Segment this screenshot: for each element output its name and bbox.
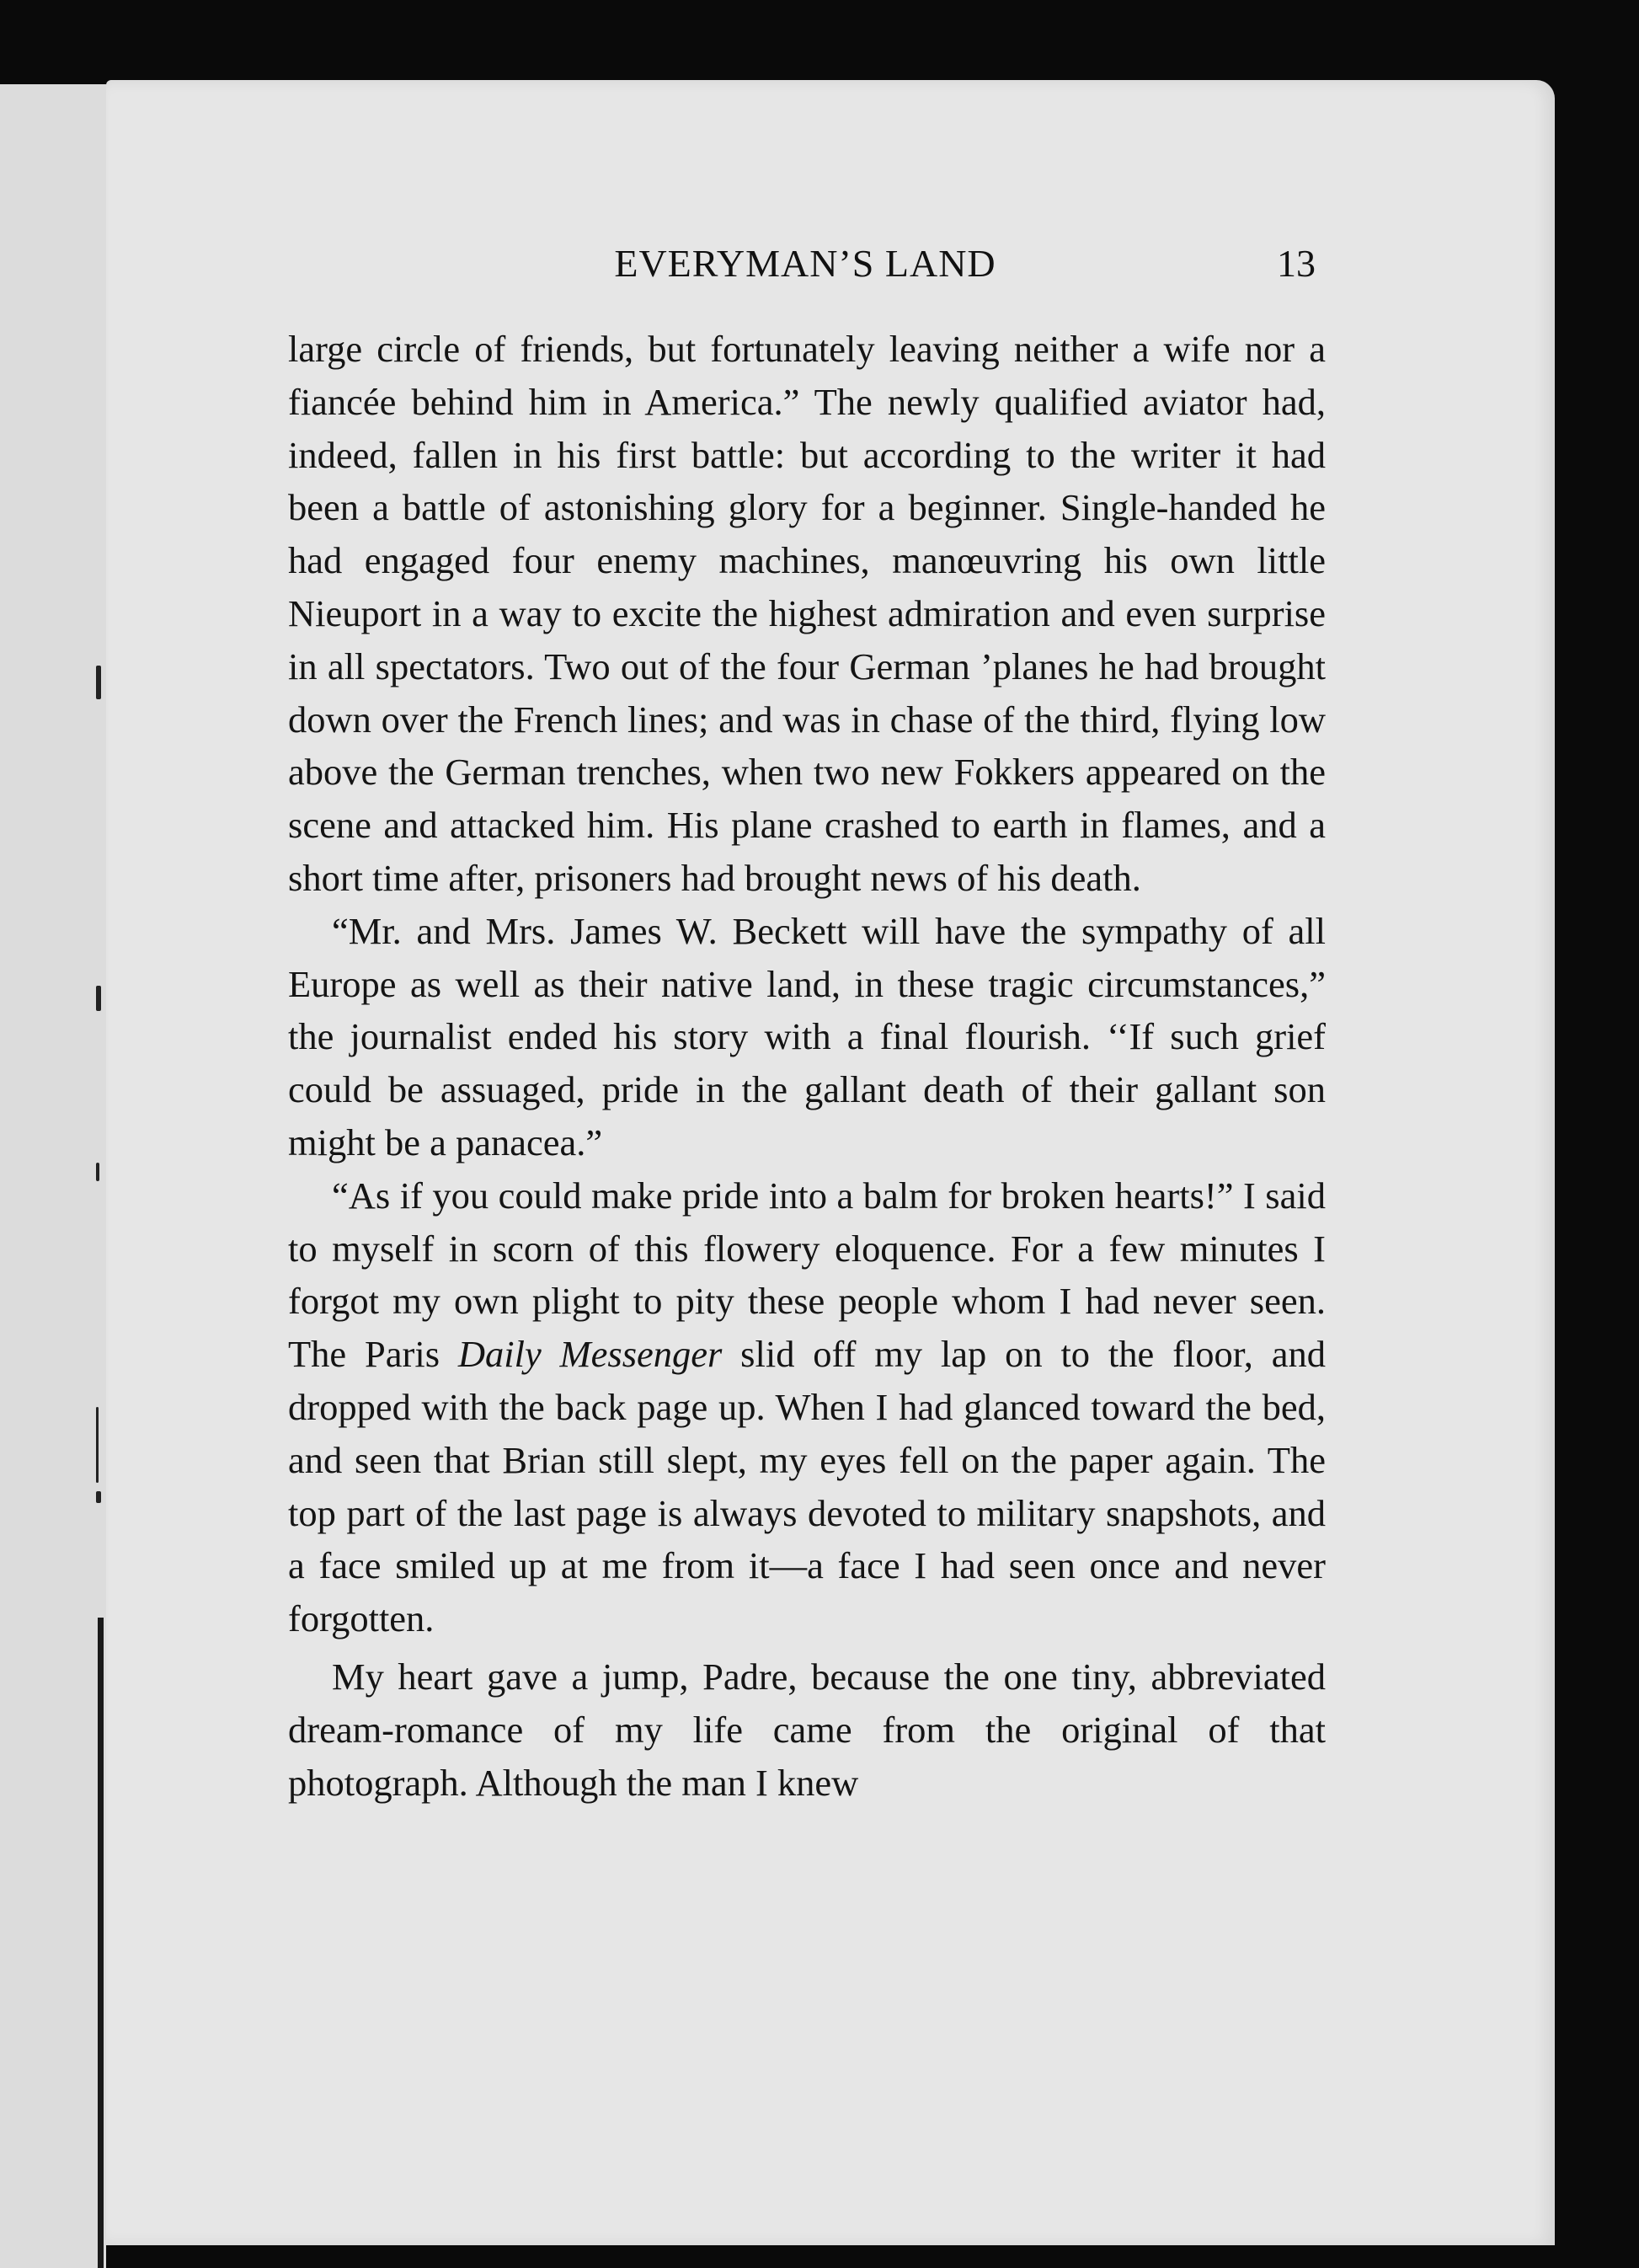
- newspaper-title: Daily Messenger: [457, 1333, 723, 1376]
- paragraph: “Mr. and Mrs. James W. Beckett will have the sympathy of all Europe as well as their native land, in these tragic circumstances,” the journalist ended his story with a final flourish. ‘‘If such grief could be assuaged, pride in the gallant death of their gallant son might be a panacea.”: [288, 909, 1326, 1163]
- margin-mark: [96, 1491, 101, 1503]
- margin-mark: [96, 986, 101, 1011]
- margin-mark: [96, 666, 101, 699]
- running-head: EVERYMAN’S LAND: [614, 242, 996, 285]
- body-text: [288, 323, 1326, 1809]
- paragraph: My heart gave a jump, Padre, because the one tiny, abbreviated dream-romance of my life came from the original of that photograph. Although the man I knew: [288, 1655, 1326, 1804]
- paragraph-text: slid off my lap on to the floor, and dropped with the back page up. When I had glanced toward the bed, and seen that Brian still slept, my eyes fell on the paper again. The top part of the last page is always devoted to military snapshots, and a face smiled up at me from it—a face I had seen once and never forgotten.: [288, 1333, 1327, 1640]
- paragraph: [288, 1169, 1326, 1645]
- binding-shadow-line: [98, 1618, 104, 2268]
- margin-mark: [96, 1407, 99, 1483]
- page-number: 13: [1277, 242, 1316, 285]
- paragraph-text: “As if you could make pride into a balm for broken hearts!” I said to myself in scorn of this flowery eloquence. For a few minutes I forgot my own plight to pity these people whom I had never seen. The Paris: [288, 1174, 1326, 1376]
- paragraph: large circle of friends, but fortunately leaving neither a wife nor a fiancée behind him in America.” The newly qualified aviator had, indeed, fallen in his first battle: but according to the writer it had been a battle of astonishing glory for a beginner. Single-handed he had engaged four enemy machines, manœuvring his own little Nieuport in a way to excite the highest admiration and even surprise in all spectators. Two out of the four German ’planes he had brought down over the French lines; and was in chase of the third, flying low above the German trenches, when two new Fokkers appeared on the scene and attacked him. His plane crashed to earth in flames, and a short time after, prisoners had brought news of his death.: [288, 328, 1326, 899]
- facing-page-edge: [0, 84, 106, 2268]
- margin-mark: [96, 1163, 99, 1181]
- page-header: [286, 234, 1324, 293]
